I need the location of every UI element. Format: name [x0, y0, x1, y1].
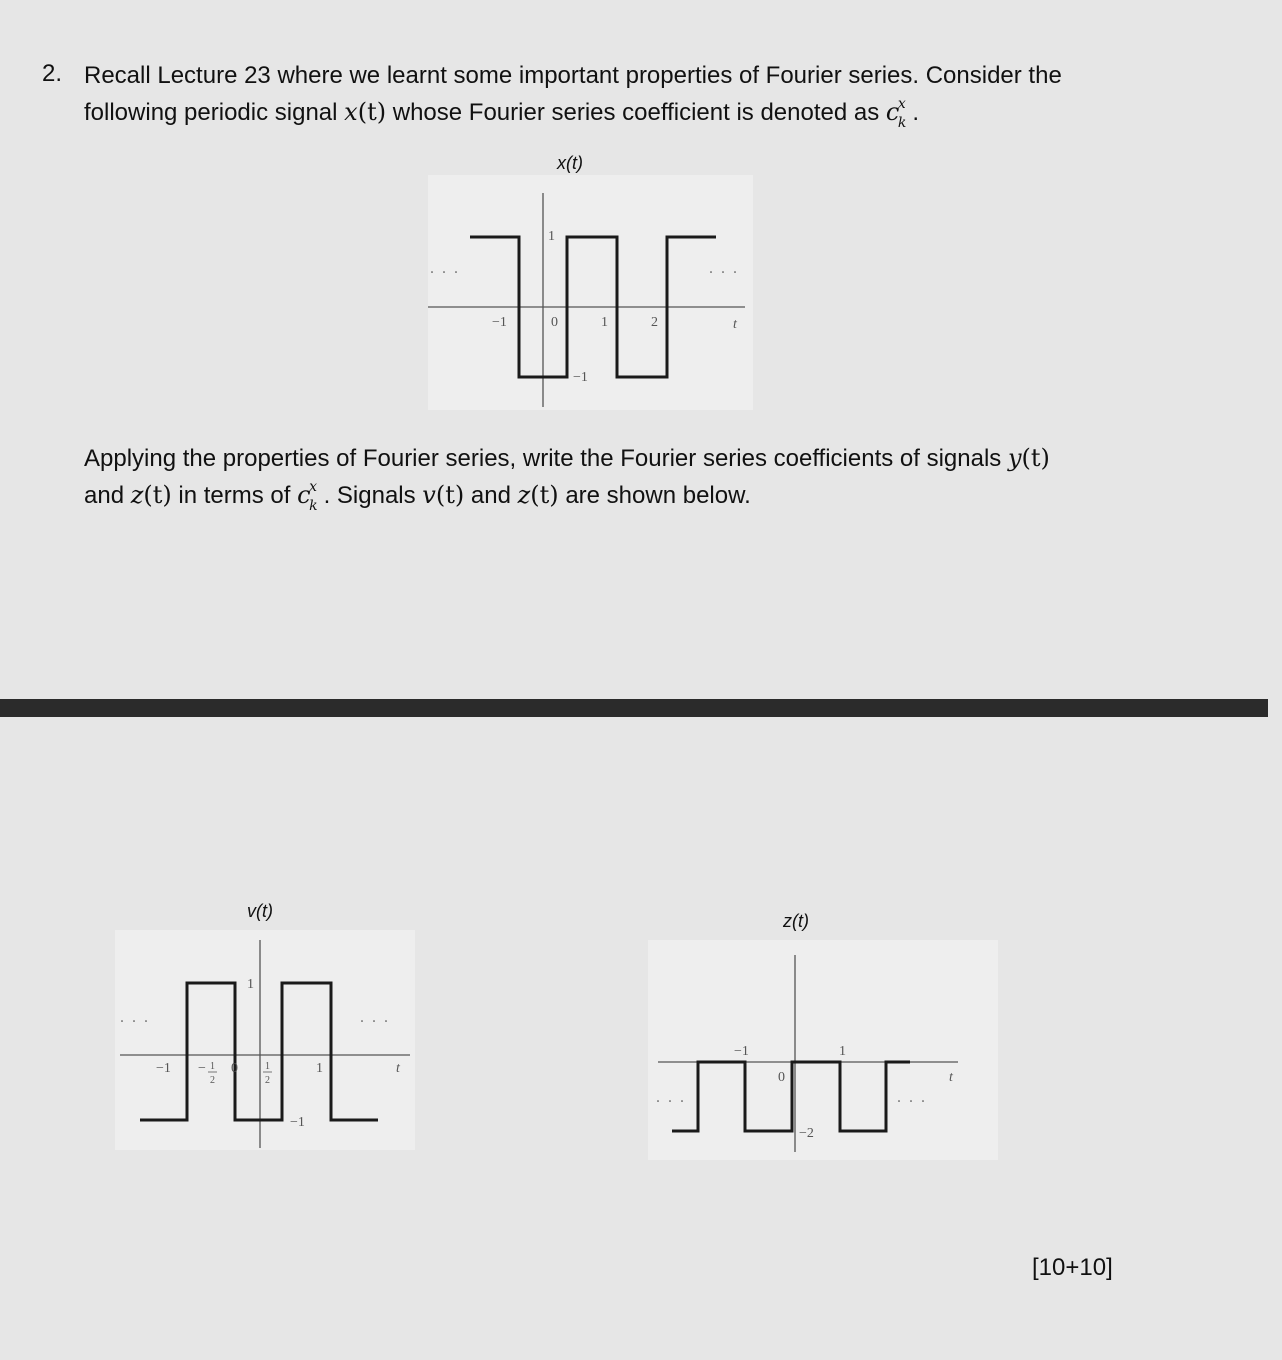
divider-bar [0, 699, 1268, 717]
plot-v-title: v(t) [247, 901, 273, 921]
plot-z-tick-t: t [949, 1070, 953, 1085]
plot-z-tick-0: 0 [778, 1070, 785, 1085]
math-t2: (t) [143, 481, 172, 509]
math-z: z [130, 481, 144, 509]
math-t4: (t) [530, 481, 559, 509]
math-t3: (t) [435, 481, 465, 509]
plot-v-tick-t: t [396, 1061, 400, 1076]
plot-v-tick-neg1: −1 [156, 1061, 171, 1076]
plot-x [420, 145, 760, 415]
plot-z-level-low: −2 [799, 1126, 814, 1141]
marks-label: [10+10] [1032, 1254, 1113, 1281]
plot-x-tick-2: 2 [651, 315, 658, 330]
instr-b: and [84, 482, 131, 509]
plot-z-dots-left: . . . [656, 1089, 686, 1106]
instr-f: are shown below. [558, 482, 751, 509]
intro-line-2a: following periodic signal [84, 99, 345, 126]
intro-line-1: Recall Lecture 23 where we learnt some important properties of Fourier series. Consider the [84, 62, 1062, 89]
math-t: (t) [357, 98, 387, 126]
intro-line-2b: whose Fourier series coefficient is denoted as [386, 99, 886, 126]
coefficient-ckx-2: c x k [297, 479, 318, 514]
plot-z-title: z(t) [783, 911, 809, 931]
plot-x-tick-t: t [733, 317, 737, 332]
instr-e: and [464, 482, 518, 509]
plot-v-tick-0: 0 [231, 1061, 238, 1076]
plot-v-half-num: 1 [265, 1061, 270, 1072]
plot-x-tick-1: 1 [601, 315, 608, 330]
plot-x-dots-left: . . . [430, 260, 460, 277]
math-t1: (t) [1021, 444, 1050, 472]
plot-v-half-den-neg: 2 [210, 1075, 215, 1086]
plot-x-tick-neg1: −1 [492, 315, 507, 330]
intro-end: . [912, 99, 920, 126]
plot-x-level-low: −1 [573, 370, 588, 385]
plot-x-level-high: 1 [548, 229, 555, 244]
plot-x-title: x(t) [557, 153, 583, 173]
question-number: 2. [42, 60, 63, 87]
plot-v-tick-neg: − [198, 1061, 206, 1076]
question-instructions [84, 440, 1214, 514]
plot-v-tick-1: 1 [316, 1061, 323, 1076]
plot-v-level-high: 1 [247, 977, 254, 992]
instr-a: Applying the properties of Fourier series, write the Fourier series coefficients of signals [84, 445, 1008, 472]
math-x: x [344, 98, 358, 126]
plot-z-tick-1: 1 [839, 1044, 846, 1059]
plot-z [640, 905, 1000, 1165]
plot-v-dots-left: . . . [120, 1009, 150, 1026]
plot-z-tick-neg1: −1 [734, 1044, 749, 1059]
instr-d: . Signals [323, 482, 423, 509]
instr-c: in terms of [171, 482, 298, 509]
plot-x-tick-0: 0 [551, 315, 558, 330]
plot-v-half-num-neg: 1 [210, 1061, 215, 1072]
coefficient-ckx: c x k [885, 96, 907, 131]
plot-x-dots-right: . . . [709, 260, 739, 277]
plot-v [110, 895, 420, 1155]
plot-z-dots-right: . . . [897, 1089, 927, 1106]
plot-v-dots-right: . . . [360, 1009, 390, 1026]
plot-v-level-low: −1 [290, 1115, 305, 1130]
plot-v-half-den: 2 [265, 1075, 270, 1086]
math-y: y [1007, 444, 1022, 472]
math-v: v [422, 481, 436, 509]
question-intro [84, 57, 1214, 131]
math-z2: z [517, 481, 531, 509]
